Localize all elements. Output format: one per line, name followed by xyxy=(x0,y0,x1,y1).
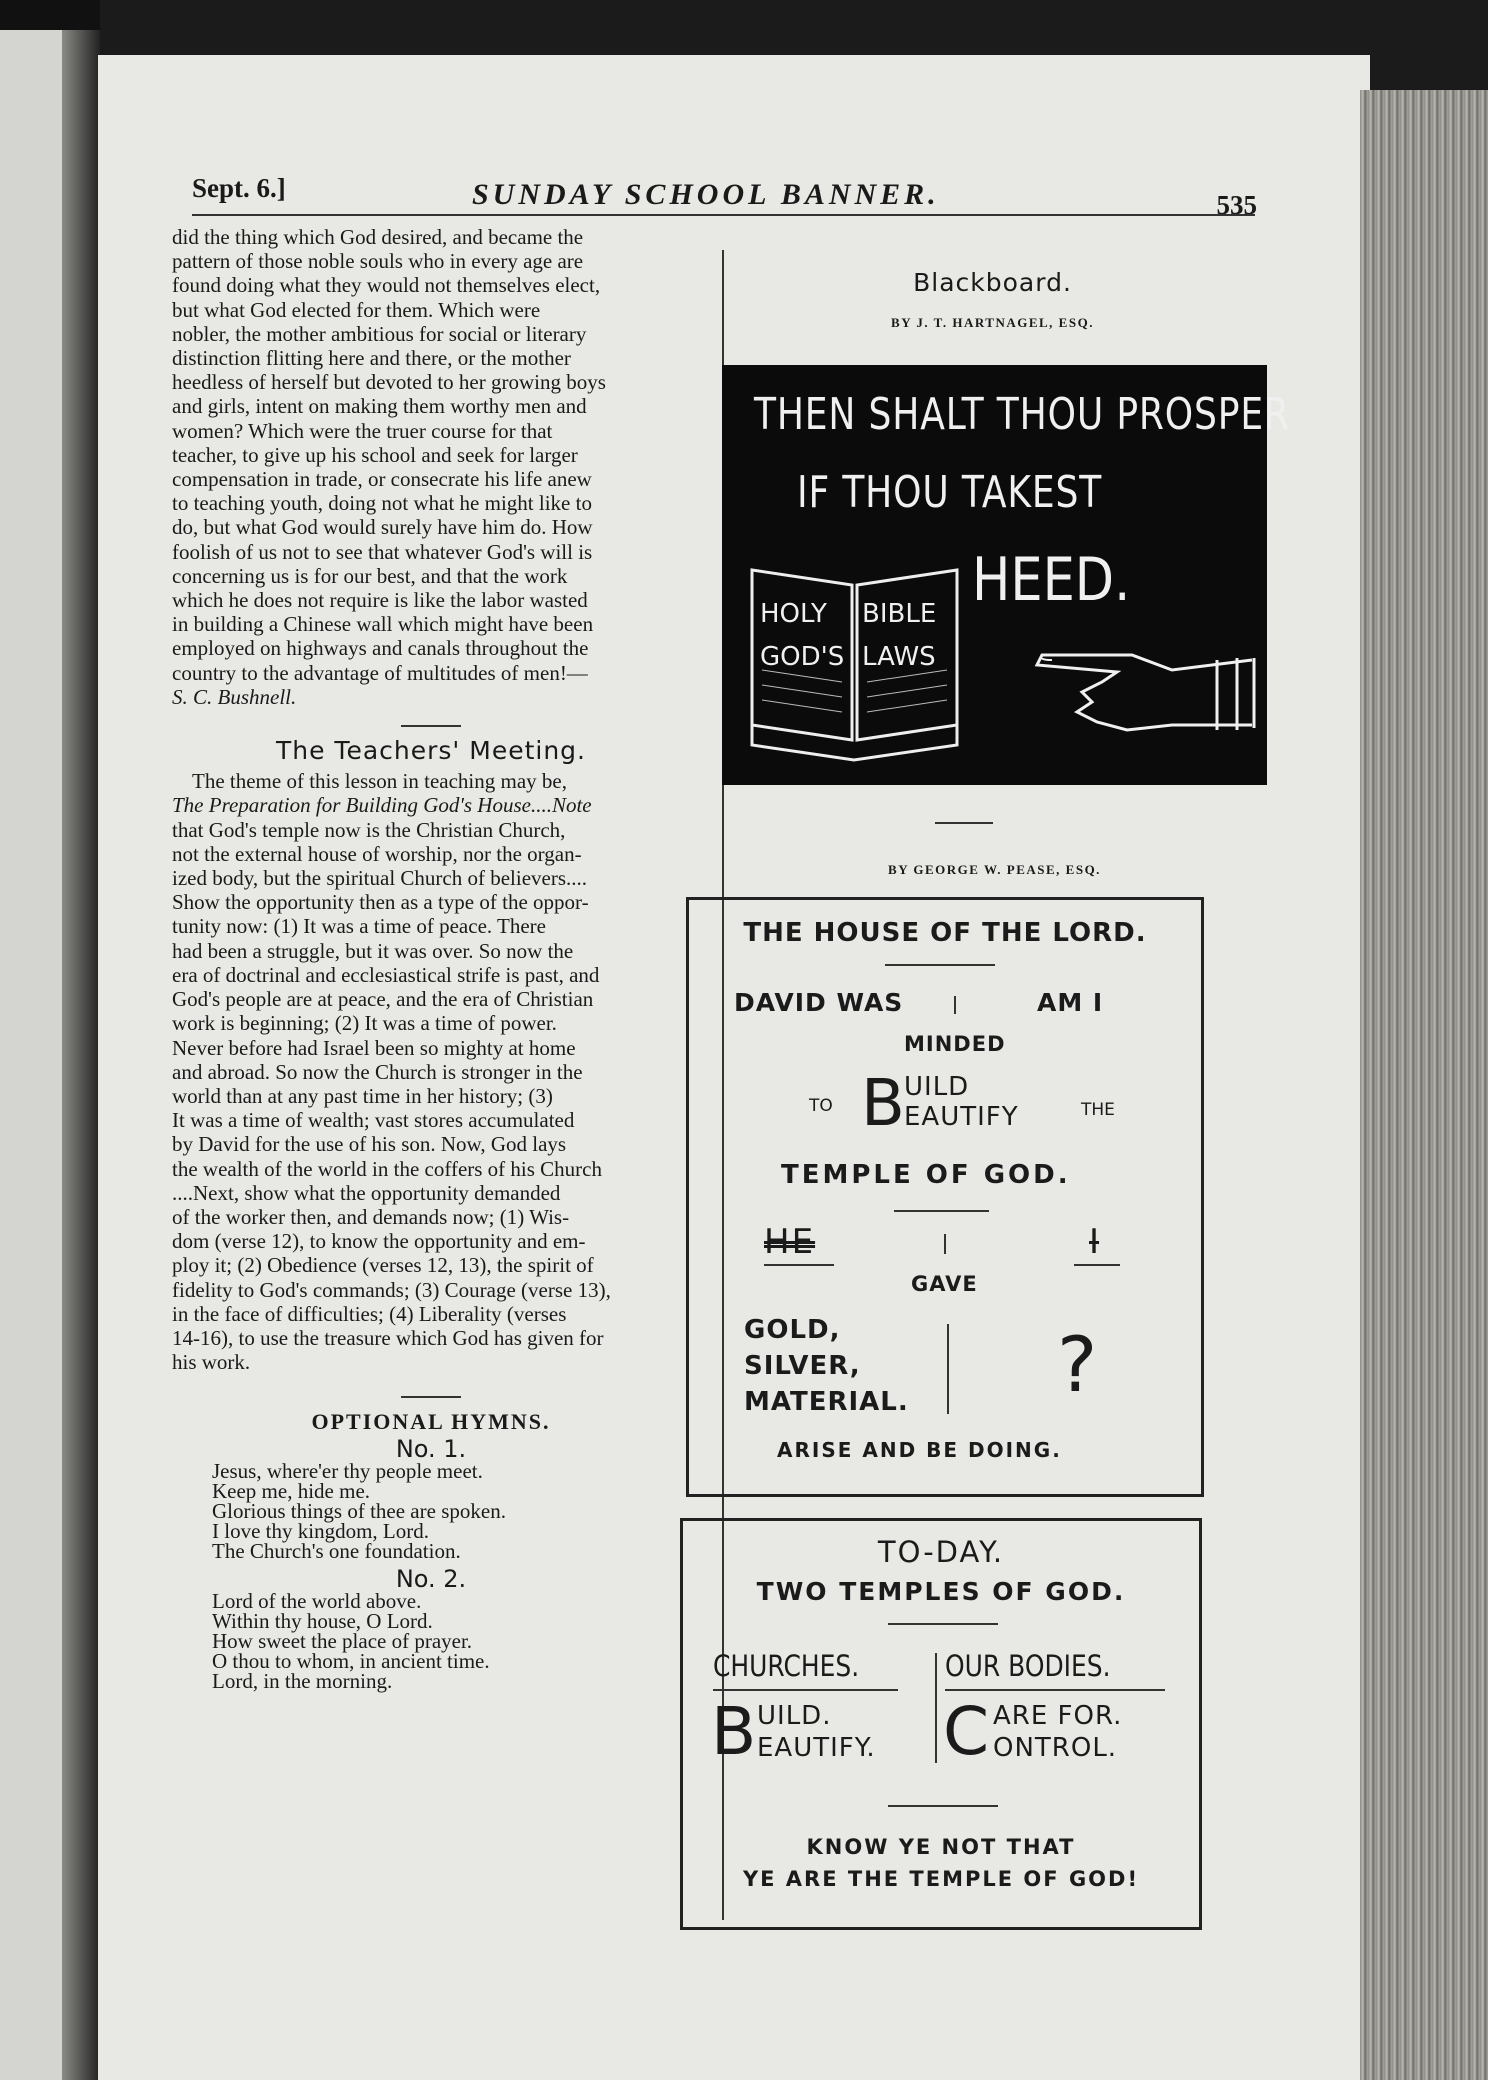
box1-david-was: DAVID WAS xyxy=(734,988,904,1017)
hymn-title: O thou to whom, in ancient time. xyxy=(212,1648,490,1673)
text-line: but what God elected for them. Which were xyxy=(172,297,541,322)
intro-author: S. C. Bushnell. xyxy=(172,684,297,709)
text-line: which he does not require is like the labor wasted xyxy=(172,588,588,613)
box1-question-mark: ? xyxy=(1057,1320,1098,1409)
text-line: his work. xyxy=(172,1350,251,1375)
text-line: by David for the use of his son. Now, God lays xyxy=(172,1132,567,1157)
two-temples-diagram xyxy=(680,1518,1202,1930)
hymns-heading: OPTIONAL HYMNS. xyxy=(311,1409,551,1435)
box2-eautify: EAUTIFY. xyxy=(757,1733,876,1763)
box1-silver: SILVER, xyxy=(744,1351,861,1381)
box1-to: TO xyxy=(809,1096,833,1116)
text-line: that God's temple now is the Christian Church, xyxy=(172,817,566,842)
left-column xyxy=(172,225,690,1691)
text-line: Never before had Israel been so mighty at home xyxy=(172,1035,576,1060)
box1-the: THE xyxy=(1081,1100,1115,1120)
text-line: found doing what they would not themselves elect, xyxy=(172,273,601,298)
box2-uild: UILD. xyxy=(757,1701,832,1731)
text-line: do, but what God would surely have him do. How xyxy=(172,515,593,540)
text-line: nobler, the mother ambitious for social or literary xyxy=(172,321,587,346)
box1-divider xyxy=(944,1234,946,1254)
hymn-title: Within thy house, O Lord. xyxy=(212,1608,433,1633)
text-line: pattern of those noble souls who in every age are xyxy=(172,249,584,274)
teachers-meeting-body xyxy=(172,769,690,1374)
teachers-meeting-heading: The Teachers' Meeting. xyxy=(275,736,586,766)
intro-paragraph xyxy=(172,225,690,709)
box1-divider xyxy=(947,1324,949,1414)
hymn-title: Lord of the world above. xyxy=(212,1588,422,1613)
byline-pease: BY GEORGE W. PEASE, ESQ. xyxy=(888,862,1101,877)
box1-i: I xyxy=(1089,1222,1100,1262)
box2-our-bodies: OUR BODIES. xyxy=(945,1649,1111,1683)
text-line: ....Next, show what the opportunity demanded xyxy=(172,1180,561,1205)
text-line: not the external house of worship, nor the organ- xyxy=(172,841,582,866)
box1-am-i: AM I xyxy=(1037,988,1104,1017)
text-line: concerning us is for our best, and that the work xyxy=(172,563,568,588)
box1-material: MATERIAL. xyxy=(744,1387,909,1417)
text-line: dom (verse 12), to know the opportunity and em- xyxy=(172,1229,586,1254)
text-line: 14-16), to use the treasure which God has given for xyxy=(172,1325,604,1350)
text-line: to teaching youth, doing not what he might like to xyxy=(172,491,592,516)
box1-gold: GOLD, xyxy=(744,1315,841,1345)
box1-divider xyxy=(954,996,956,1014)
hymn-title: I love thy kingdom, Lord. xyxy=(212,1518,429,1543)
box1-rule xyxy=(885,964,995,966)
box2-footer-2: YE ARE THE TEMPLE OF GOD! xyxy=(742,1867,1140,1891)
text-line: heedless of herself but devoted to her growing boys xyxy=(172,370,606,395)
box2-b: B xyxy=(711,1693,757,1770)
text-line: tunity now: (1) It was a time of peace. There xyxy=(172,914,546,939)
box1-uild: UILD xyxy=(904,1072,970,1102)
text-line: world than at any past time in her history; (3) xyxy=(172,1083,553,1108)
hymn-title: Keep me, hide me. xyxy=(212,1478,371,1503)
box1-gave: GAVE xyxy=(911,1272,978,1296)
hymn-title: Jesus, where'er thy people meet. xyxy=(212,1458,483,1483)
hymn-title: How sweet the place of prayer. xyxy=(212,1628,473,1653)
box1-b: B xyxy=(861,1067,905,1141)
text-line: of the worker then, and demands now; (1) Wis- xyxy=(172,1204,570,1229)
box1-temple: TEMPLE OF GOD. xyxy=(781,1160,1071,1190)
hymn-group-label: No. 1. xyxy=(395,1434,467,1463)
box1-minded: MINDED xyxy=(904,1032,1006,1056)
blackboard-heed: HEED. xyxy=(972,545,1131,615)
text-line: in building a Chinese wall which might have been xyxy=(172,612,594,637)
page-number: 535 xyxy=(1216,190,1257,220)
text-line: The theme of this lesson in teaching may be, xyxy=(192,769,567,794)
box2-are-for: ARE FOR. xyxy=(993,1701,1123,1731)
text-line: It was a time of wealth; vast stores accumulated xyxy=(172,1108,575,1133)
gutter-shadow xyxy=(62,30,100,2080)
text-line: and girls, intent on making them worthy men and xyxy=(172,394,587,419)
right-column xyxy=(720,230,1265,331)
text-line: employed on highways and canals throughout the xyxy=(172,636,589,661)
box2-ontrol: ONTROL. xyxy=(993,1733,1118,1763)
section-rule xyxy=(935,822,993,824)
blackboard-illustration xyxy=(722,365,1290,785)
text-line: God's people are at peace, and the era of Christian xyxy=(172,987,594,1012)
box1-he: HE xyxy=(764,1222,816,1262)
text-line: women? Which were the truer course for that xyxy=(172,418,553,443)
text-line: had been a struggle, but it was over. So now the xyxy=(172,938,574,963)
blackboard-line-1: THEN SHALT THOU PROSPER xyxy=(754,389,1290,440)
section-rule xyxy=(401,1396,461,1398)
box1-rule xyxy=(894,1210,989,1212)
book-text-gods: GOD'S xyxy=(760,642,845,672)
pointing-hand-icon xyxy=(1022,630,1262,760)
byline-hartnagel: BY J. T. HARTNAGEL, ESQ. xyxy=(891,315,1094,330)
text-line: The Preparation for Building God's House....Note xyxy=(172,793,592,818)
box2-footer-1: KNOW YE NOT THAT xyxy=(806,1835,1076,1859)
text-line: work is beginning; (2) It was a time of power. xyxy=(172,1011,557,1036)
header-title: SUNDAY SCHOOL BANNER. xyxy=(472,178,940,211)
box2-rule xyxy=(888,1623,998,1625)
box2-title: TO-DAY. xyxy=(877,1535,1005,1569)
box1-eautify: EAUTIFY xyxy=(904,1102,1019,1132)
text-line: in the face of difficulties; (4) Liberality (verses xyxy=(172,1301,567,1326)
box2-churches: CHURCHES. xyxy=(713,1649,860,1683)
text-line: did the thing which God desired, and became the xyxy=(172,225,584,249)
box1-title: THE HOUSE OF THE LORD. xyxy=(743,918,1147,948)
book-text-bible: BIBLE xyxy=(862,599,937,629)
blackboard-heading: Blackboard. xyxy=(913,268,1072,297)
box2-bodies-underline xyxy=(945,1689,1165,1691)
box2-churches-underline xyxy=(713,1689,898,1691)
text-line: foolish of us not to see that whatever God's will is xyxy=(172,539,593,564)
house-of-the-lord-diagram xyxy=(686,897,1204,1497)
open-bible-icon xyxy=(742,550,967,765)
text-line: country to the advantage of multitudes of men!— xyxy=(172,660,588,685)
text-line: teacher, to give up his school and seek for larger xyxy=(172,442,578,467)
hymn-title: Lord, in the morning. xyxy=(212,1668,393,1693)
text-line: distinction flitting here and there, or the mother xyxy=(172,346,571,371)
text-line: compensation in trade, or consecrate his life anew xyxy=(172,467,592,492)
header-rule xyxy=(192,214,1255,216)
box1-footer: ARISE AND BE DOING. xyxy=(777,1438,1062,1462)
text-line: ploy it; (2) Obedience (verses 12, 13), the spirit of xyxy=(172,1253,594,1278)
header-date: Sept. 6.] xyxy=(192,173,286,203)
text-line: Show the opportunity then as a type of the oppor- xyxy=(172,890,589,915)
box2-divider xyxy=(935,1653,937,1763)
box2-subtitle: TWO TEMPLES OF GOD. xyxy=(756,1577,1126,1606)
book-page-edges xyxy=(1360,90,1488,2080)
hymn-group-label: No. 2. xyxy=(395,1564,467,1593)
book-text-laws: LAWS xyxy=(862,642,936,672)
book-text-holy: HOLY xyxy=(760,599,827,629)
text-line: era of doctrinal and ecclesiastical strife is past, and xyxy=(172,962,600,987)
box2-c: C xyxy=(943,1693,990,1770)
box2-rule xyxy=(888,1805,998,1807)
hymn-title: Glorious things of thee are spoken. xyxy=(212,1498,506,1523)
section-rule xyxy=(401,725,461,727)
running-header xyxy=(192,168,1257,218)
text-line: the wealth of the world in the coffers of his Church xyxy=(172,1156,602,1181)
box1-he-underline xyxy=(764,1264,834,1266)
box1-i-underline xyxy=(1074,1264,1120,1266)
blackboard-line-2: IF THOU TAKEST xyxy=(797,467,1103,518)
hymn-title: The Church's one foundation. xyxy=(212,1538,461,1563)
text-line: fidelity to God's commands; (3) Courage (verse 13), xyxy=(172,1277,611,1302)
previous-page-edge xyxy=(0,30,70,2080)
text-line: ized body, but the spiritual Church of believers.... xyxy=(172,866,588,891)
text-line: and abroad. So now the Church is stronger in the xyxy=(172,1059,583,1084)
